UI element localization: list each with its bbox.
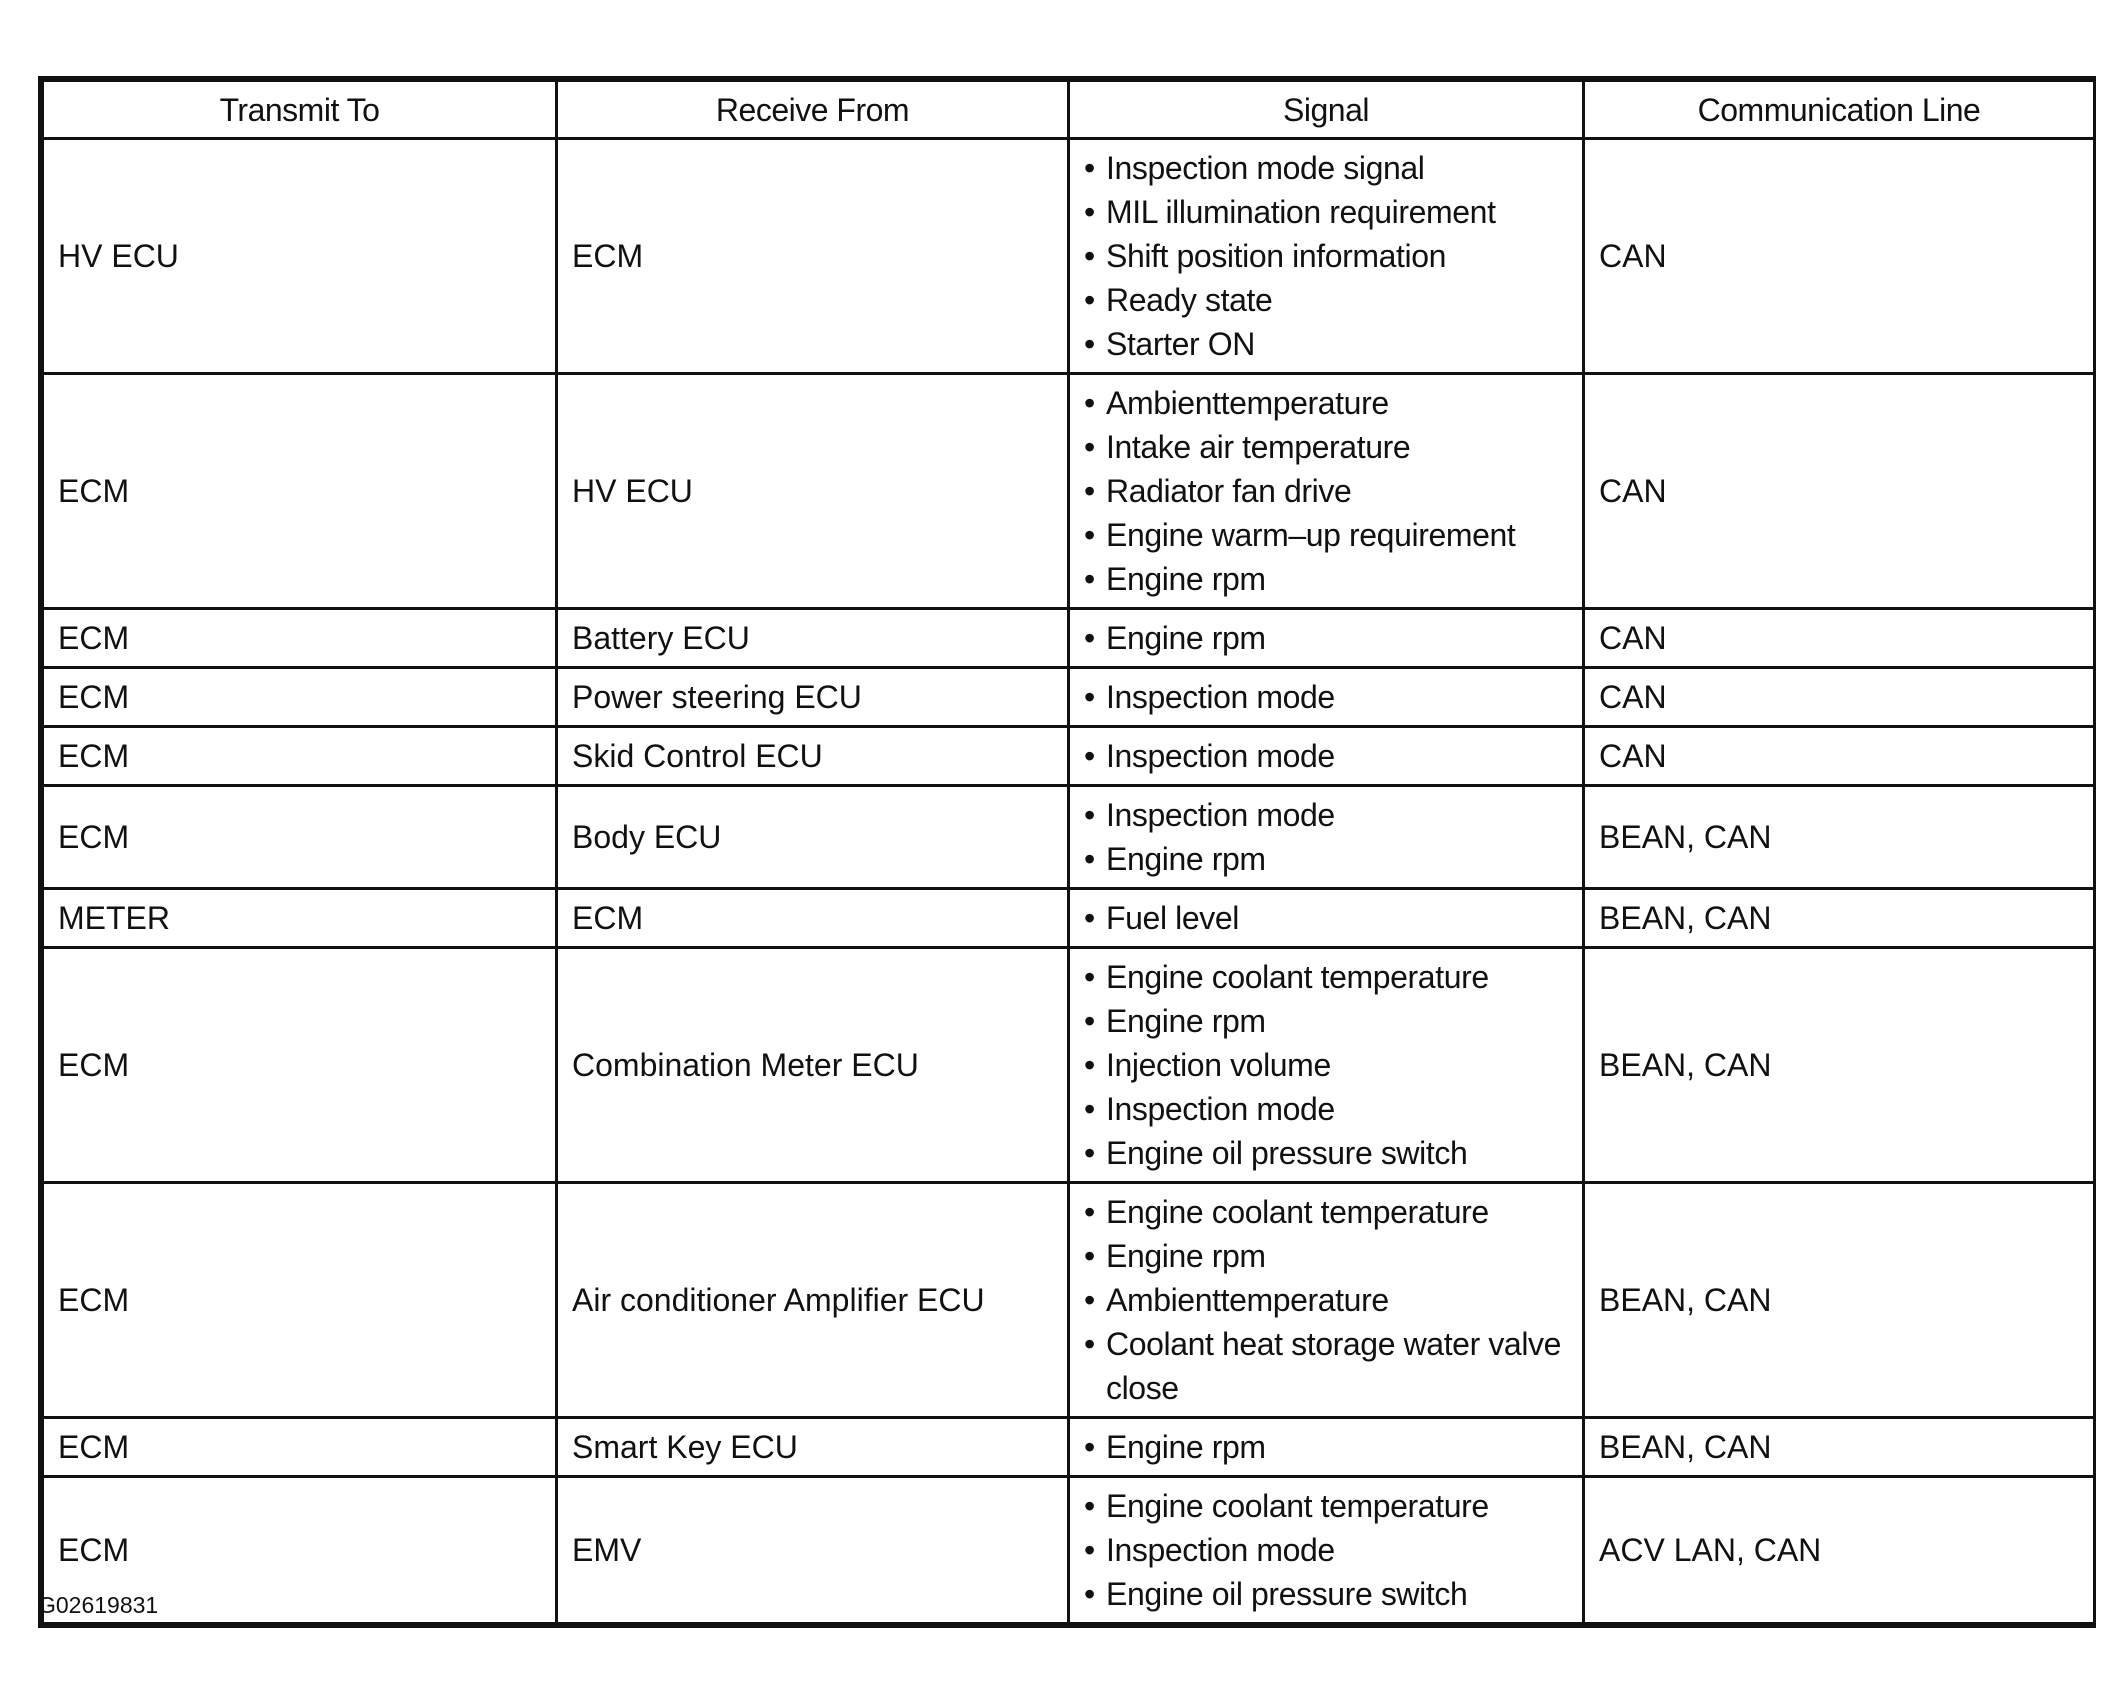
signal-list [1084,675,1570,719]
cell-receive-from: Body ECU [557,786,1069,889]
cell-transmit-to: ECM [43,668,557,727]
table-row [43,1418,2095,1477]
signal-item: • Engine coolant temperature [1084,1484,1570,1528]
signal-list [1084,793,1570,881]
signal-item: • Inspection mode [1084,793,1570,837]
signal-list [1084,1190,1570,1410]
signal-list [1084,896,1570,940]
cell-communication-line: BEAN, CAN [1584,889,2095,948]
signal-item: • Engine oil pressure switch [1084,1131,1570,1175]
signal-list [1084,1484,1570,1616]
cell-receive-from: Skid Control ECU [557,727,1069,786]
cell-communication-line: ACV LAN, CAN [1584,1477,2095,1624]
signal-item: • Coolant heat storage water valve close [1084,1322,1570,1410]
communication-table-frame [38,76,2096,1628]
cell-transmit-to: ECM [43,786,557,889]
cell-transmit-to: ECM [43,1418,557,1477]
signal-item: • Inspection mode signal [1084,146,1570,190]
cell-signal [1069,1418,1584,1477]
cell-transmit-to: ECM [43,727,557,786]
signal-item: • Engine coolant temperature [1084,955,1570,999]
cell-receive-from: HV ECU [557,374,1069,609]
signal-item: • Engine rpm [1084,999,1570,1043]
cell-signal [1069,948,1584,1183]
signal-item: • MIL illumination requirement [1084,190,1570,234]
signal-list [1084,616,1570,660]
cell-communication-line: CAN [1584,609,2095,668]
cell-receive-from: ECM [557,889,1069,948]
cell-receive-from: Air conditioner Amplifier ECU [557,1183,1069,1418]
signal-item: • Inspection mode [1084,1528,1570,1572]
signal-item: • Intake air temperature [1084,425,1570,469]
header-receive-from: Receive From [557,81,1069,139]
cell-transmit-to: ECM [43,609,557,668]
cell-transmit-to: METER [43,889,557,948]
header-transmit-to: Transmit To [43,81,557,139]
signal-item: • Radiator fan drive [1084,469,1570,513]
cell-receive-from: Battery ECU [557,609,1069,668]
signal-item: • Ready state [1084,278,1570,322]
signal-item: • Ambienttemperature [1084,381,1570,425]
signal-item: • Starter ON [1084,322,1570,366]
signal-item: • Engine rpm [1084,1425,1570,1469]
cell-signal [1069,609,1584,668]
cell-signal [1069,786,1584,889]
cell-communication-line: BEAN, CAN [1584,948,2095,1183]
cell-communication-line: BEAN, CAN [1584,1183,2095,1418]
header-row [43,81,2095,139]
signal-item: • Engine rpm [1084,1234,1570,1278]
cell-signal [1069,1477,1584,1624]
signal-item: • Engine oil pressure switch [1084,1572,1570,1616]
signal-item: • Engine warm–up requirement [1084,513,1570,557]
cell-receive-from: ECM [557,139,1069,374]
cell-signal [1069,668,1584,727]
cell-transmit-to: ECM [43,374,557,609]
cell-communication-line: BEAN, CAN [1584,1418,2095,1477]
signal-item: • Engine rpm [1084,557,1570,601]
signal-list [1084,734,1570,778]
signal-item: • Inspection mode [1084,734,1570,778]
signal-item: • Inspection mode [1084,675,1570,719]
cell-communication-line: CAN [1584,668,2095,727]
signal-item: • Fuel level [1084,896,1570,940]
table-row [43,1183,2095,1418]
signal-list [1084,955,1570,1175]
signal-list [1084,1425,1570,1469]
table-row [43,609,2095,668]
signal-item: • Shift position information [1084,234,1570,278]
table-row [43,1477,2095,1624]
cell-communication-line: CAN [1584,727,2095,786]
signal-item: • Engine rpm [1084,616,1570,660]
signal-list [1084,146,1570,366]
cell-receive-from: Power steering ECU [557,668,1069,727]
communication-table [41,79,2096,1625]
table-body [43,139,2095,1624]
cell-communication-line: BEAN, CAN [1584,786,2095,889]
cell-receive-from: EMV [557,1477,1069,1624]
cell-transmit-to: ECM [43,1183,557,1418]
signal-item: • Ambienttemperature [1084,1278,1570,1322]
cell-signal [1069,139,1584,374]
cell-transmit-to: ECM [43,948,557,1183]
cell-signal [1069,1183,1584,1418]
cell-receive-from: Combination Meter ECU [557,948,1069,1183]
cell-receive-from: Smart Key ECU [557,1418,1069,1477]
table-row [43,786,2095,889]
signal-item: • Inspection mode [1084,1087,1570,1131]
signal-item: • Engine coolant temperature [1084,1190,1570,1234]
cell-signal [1069,727,1584,786]
signal-item: • Engine rpm [1084,837,1570,881]
figure-id: G02619831 [38,1592,159,1618]
signal-item: • Injection volume [1084,1043,1570,1087]
table-row [43,948,2095,1183]
cell-signal [1069,889,1584,948]
table-row [43,727,2095,786]
table-row [43,139,2095,374]
signal-list [1084,381,1570,601]
table-row [43,374,2095,609]
table-row [43,668,2095,727]
header-communication-line: Communication Line [1584,81,2095,139]
cell-communication-line: CAN [1584,374,2095,609]
cell-signal [1069,374,1584,609]
table-row [43,889,2095,948]
cell-transmit-to: HV ECU [43,139,557,374]
cell-communication-line: CAN [1584,139,2095,374]
cell-transmit-to: ECM [43,1477,557,1624]
header-signal: Signal [1069,81,1584,139]
